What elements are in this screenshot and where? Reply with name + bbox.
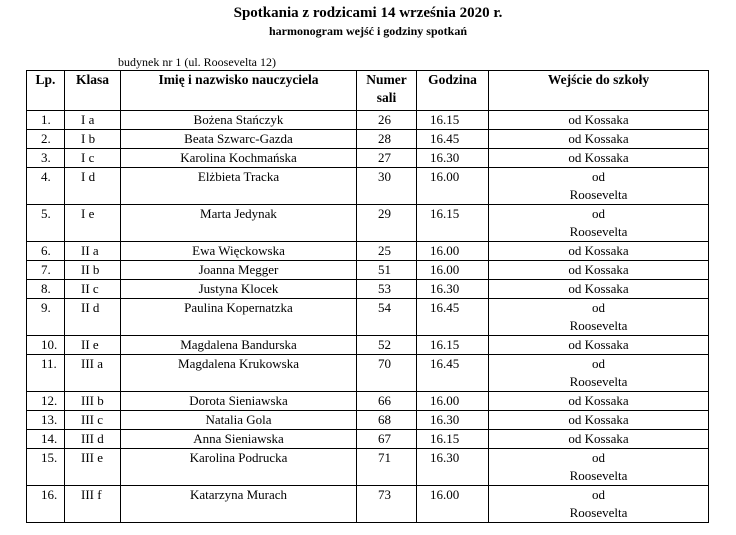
- entrance-cell: od Roosevelta: [489, 299, 709, 336]
- table-row: [27, 336, 709, 355]
- meeting-time: 16.45: [417, 130, 489, 149]
- row-number: 5.: [27, 205, 65, 242]
- class-cell: III f: [65, 486, 121, 523]
- schedule-table: [26, 70, 709, 523]
- class-cell: I b: [65, 130, 121, 149]
- table-header-row: [27, 71, 709, 111]
- teacher-name: Beata Szwarc-Gazda: [121, 130, 357, 149]
- room-number: 28: [357, 130, 417, 149]
- table-row: [27, 411, 709, 430]
- meeting-time: 16.00: [417, 486, 489, 523]
- class-cell: III a: [65, 355, 121, 392]
- teacher-name: Magdalena Krukowska: [121, 355, 357, 392]
- document-subtitle: harmonogram wejść i godziny spotkań: [268, 24, 467, 38]
- entrance-cell: od Kossaka: [489, 411, 709, 430]
- table-row: [27, 299, 709, 336]
- header-lp: Lp.: [27, 71, 65, 111]
- row-number: 9.: [27, 299, 65, 336]
- table-row: [27, 242, 709, 261]
- row-number: 15.: [27, 449, 65, 486]
- class-cell: I d: [65, 168, 121, 205]
- row-number: 11.: [27, 355, 65, 392]
- class-cell: I a: [65, 111, 121, 130]
- room-number: 66: [357, 392, 417, 411]
- table-row: [27, 430, 709, 449]
- class-cell: III c: [65, 411, 121, 430]
- teacher-name: Karolina Podrucka: [121, 449, 357, 486]
- meeting-time: 16.30: [417, 149, 489, 168]
- room-number: 68: [357, 411, 417, 430]
- entrance-cell: od Kossaka: [489, 430, 709, 449]
- meeting-time: 16.00: [417, 261, 489, 280]
- room-number: 52: [357, 336, 417, 355]
- entrance-cell: od Kossaka: [489, 261, 709, 280]
- entrance-cell: od Roosevelta: [489, 449, 709, 486]
- row-number: 2.: [27, 130, 65, 149]
- row-number: 12.: [27, 392, 65, 411]
- teacher-name: Paulina Kopernatzka: [121, 299, 357, 336]
- row-number: 8.: [27, 280, 65, 299]
- teacher-name: Karolina Kochmańska: [121, 149, 357, 168]
- table-row: [27, 392, 709, 411]
- class-cell: III e: [65, 449, 121, 486]
- row-number: 3.: [27, 149, 65, 168]
- header-time: Godzina: [417, 71, 489, 111]
- teacher-name: Anna Sieniawska: [121, 430, 357, 449]
- header-room-line1: Numer: [366, 72, 407, 87]
- building-label: budynek nr 1 (ul. Roosevelta 12): [118, 55, 276, 69]
- meeting-time: 16.30: [417, 449, 489, 486]
- room-number: 71: [357, 449, 417, 486]
- room-number: 29: [357, 205, 417, 242]
- row-number: 10.: [27, 336, 65, 355]
- header-room: [357, 71, 417, 111]
- teacher-name: Ewa Więckowska: [121, 242, 357, 261]
- teacher-name: Marta Jedynak: [121, 205, 357, 242]
- entrance-cell: od Roosevelta: [489, 355, 709, 392]
- teacher-name: Katarzyna Murach: [121, 486, 357, 523]
- class-cell: I e: [65, 205, 121, 242]
- table-row: [27, 149, 709, 168]
- room-number: 25: [357, 242, 417, 261]
- room-number: 67: [357, 430, 417, 449]
- meeting-time: 16.00: [417, 242, 489, 261]
- entrance-cell: od Kossaka: [489, 280, 709, 299]
- table-row: [27, 111, 709, 130]
- room-number: 51: [357, 261, 417, 280]
- entrance-cell: od Roosevelta: [489, 205, 709, 242]
- row-number: 13.: [27, 411, 65, 430]
- meeting-time: 16.15: [417, 111, 489, 130]
- table-row: [27, 130, 709, 149]
- table-row: [27, 355, 709, 392]
- row-number: 16.: [27, 486, 65, 523]
- teacher-name: Justyna Klocek: [121, 280, 357, 299]
- entrance-cell: od Kossaka: [489, 130, 709, 149]
- entrance-cell: od Kossaka: [489, 111, 709, 130]
- teacher-name: Elżbieta Tracka: [121, 168, 357, 205]
- room-number: 70: [357, 355, 417, 392]
- row-number: 4.: [27, 168, 65, 205]
- entrance-cell: od Kossaka: [489, 242, 709, 261]
- header-teacher: Imię i nazwisko nauczyciela: [121, 71, 357, 111]
- meeting-time: 16.45: [417, 355, 489, 392]
- teacher-name: Joanna Megger: [121, 261, 357, 280]
- entrance-cell: od Kossaka: [489, 392, 709, 411]
- table-row: [27, 486, 709, 523]
- room-number: 54: [357, 299, 417, 336]
- teacher-name: Dorota Sieniawska: [121, 392, 357, 411]
- class-cell: II d: [65, 299, 121, 336]
- meeting-time: 16.00: [417, 168, 489, 205]
- row-number: 7.: [27, 261, 65, 280]
- class-cell: III b: [65, 392, 121, 411]
- room-number: 26: [357, 111, 417, 130]
- teacher-name: Bożena Stańczyk: [121, 111, 357, 130]
- header-klasa: Klasa: [65, 71, 121, 111]
- teacher-name: Magdalena Bandurska: [121, 336, 357, 355]
- meeting-time: 16.30: [417, 280, 489, 299]
- row-number: 1.: [27, 111, 65, 130]
- meeting-time: 16.45: [417, 299, 489, 336]
- table-row: [27, 205, 709, 242]
- entrance-cell: od Roosevelta: [489, 168, 709, 205]
- row-number: 6.: [27, 242, 65, 261]
- class-cell: II c: [65, 280, 121, 299]
- class-cell: II a: [65, 242, 121, 261]
- teacher-name: Natalia Gola: [121, 411, 357, 430]
- class-cell: II e: [65, 336, 121, 355]
- class-cell: II b: [65, 261, 121, 280]
- header-entrance: Wejście do szkoły: [489, 71, 709, 111]
- table-row: [27, 168, 709, 205]
- meeting-time: 16.30: [417, 411, 489, 430]
- row-number: 14.: [27, 430, 65, 449]
- meeting-time: 16.15: [417, 205, 489, 242]
- table-row: [27, 280, 709, 299]
- room-number: 30: [357, 168, 417, 205]
- meeting-time: 16.15: [417, 336, 489, 355]
- meeting-time: 16.15: [417, 430, 489, 449]
- table-row: [27, 449, 709, 486]
- entrance-cell: od Kossaka: [489, 149, 709, 168]
- room-number: 27: [357, 149, 417, 168]
- room-number: 73: [357, 486, 417, 523]
- document-title: Spotkania z rodzicami 14 września 2020 r.: [233, 5, 503, 21]
- class-cell: III d: [65, 430, 121, 449]
- entrance-cell: od Kossaka: [489, 336, 709, 355]
- table-row: [27, 261, 709, 280]
- entrance-cell: od Roosevelta: [489, 486, 709, 523]
- header-room-line2: sali: [376, 90, 397, 105]
- class-cell: I c: [65, 149, 121, 168]
- room-number: 53: [357, 280, 417, 299]
- meeting-time: 16.00: [417, 392, 489, 411]
